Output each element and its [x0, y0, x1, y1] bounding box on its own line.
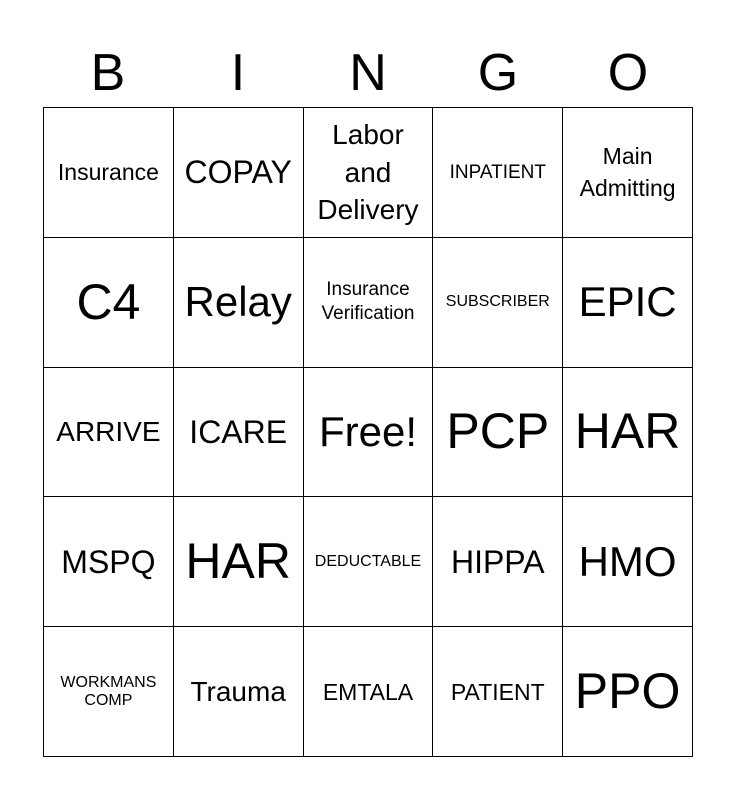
cell-label: EPIC	[578, 278, 677, 326]
bingo-cell[interactable]	[563, 497, 693, 627]
bingo-cell[interactable]	[304, 497, 434, 627]
bingo-cell[interactable]	[174, 238, 304, 368]
cell-label: Insurance Verification	[321, 279, 415, 325]
bingo-cell[interactable]	[304, 627, 434, 757]
bingo-cell[interactable]	[174, 108, 304, 238]
bingo-cell[interactable]	[563, 627, 693, 757]
cell-label: PATIENT	[450, 678, 545, 705]
bingo-header	[43, 40, 693, 106]
bingo-cell[interactable]	[433, 108, 563, 238]
cell-label: PCP	[446, 403, 550, 460]
cell-label: WORKMANS COMP	[60, 674, 157, 709]
bingo-cell[interactable]	[433, 627, 563, 757]
header-letter-b: B	[90, 44, 126, 102]
cell-label: Insurance	[57, 159, 159, 186]
bingo-cell[interactable]	[433, 368, 563, 498]
cell-label: COPAY	[184, 154, 292, 191]
cell-label: MSPQ	[61, 543, 156, 580]
cell-label: Main Admitting	[579, 143, 676, 202]
cell-label: Labor and Delivery	[317, 118, 419, 226]
cell-label: HAR	[185, 533, 291, 590]
bingo-cell[interactable]	[174, 497, 304, 627]
bingo-cell[interactable]	[174, 627, 304, 757]
bingo-cell[interactable]	[44, 238, 174, 368]
bingo-board	[43, 107, 693, 757]
cell-label: C4	[76, 273, 141, 330]
bingo-cell[interactable]	[44, 627, 174, 757]
bingo-cell[interactable]	[44, 497, 174, 627]
bingo-cell[interactable]	[174, 368, 304, 498]
bingo-cell[interactable]	[563, 238, 693, 368]
cell-label: Trauma	[190, 675, 286, 707]
cell-label: HIPPA	[450, 543, 545, 580]
cell-label: DEDUCTABLE	[314, 552, 422, 570]
bingo-cell[interactable]	[304, 238, 434, 368]
cell-label: HMO	[578, 537, 677, 585]
header-letter-o: O	[607, 44, 649, 102]
cell-label: PPO	[574, 663, 681, 720]
cell-label: SUBSCRIBER	[445, 293, 550, 311]
bingo-cell[interactable]	[433, 497, 563, 627]
header-letter-n: N	[349, 44, 387, 102]
header-letter-i: I	[230, 44, 246, 102]
bingo-cell[interactable]	[563, 108, 693, 238]
cell-label: ARRIVE	[56, 416, 161, 448]
header-letter-g: G	[477, 44, 519, 102]
bingo-cell[interactable]	[44, 108, 174, 238]
cell-label: Relay	[184, 278, 292, 326]
bingo-cell[interactable]	[563, 368, 693, 498]
cell-label: EMTALA	[322, 678, 414, 705]
cell-label: HAR	[574, 403, 681, 460]
bingo-cell[interactable]	[304, 108, 434, 238]
cell-label: Free!	[318, 407, 417, 455]
bingo-cell[interactable]	[44, 368, 174, 498]
bingo-cell[interactable]	[433, 238, 563, 368]
cell-label: ICARE	[189, 413, 288, 450]
free-space-cell[interactable]	[304, 368, 434, 498]
cell-label: INPATIENT	[449, 161, 546, 183]
